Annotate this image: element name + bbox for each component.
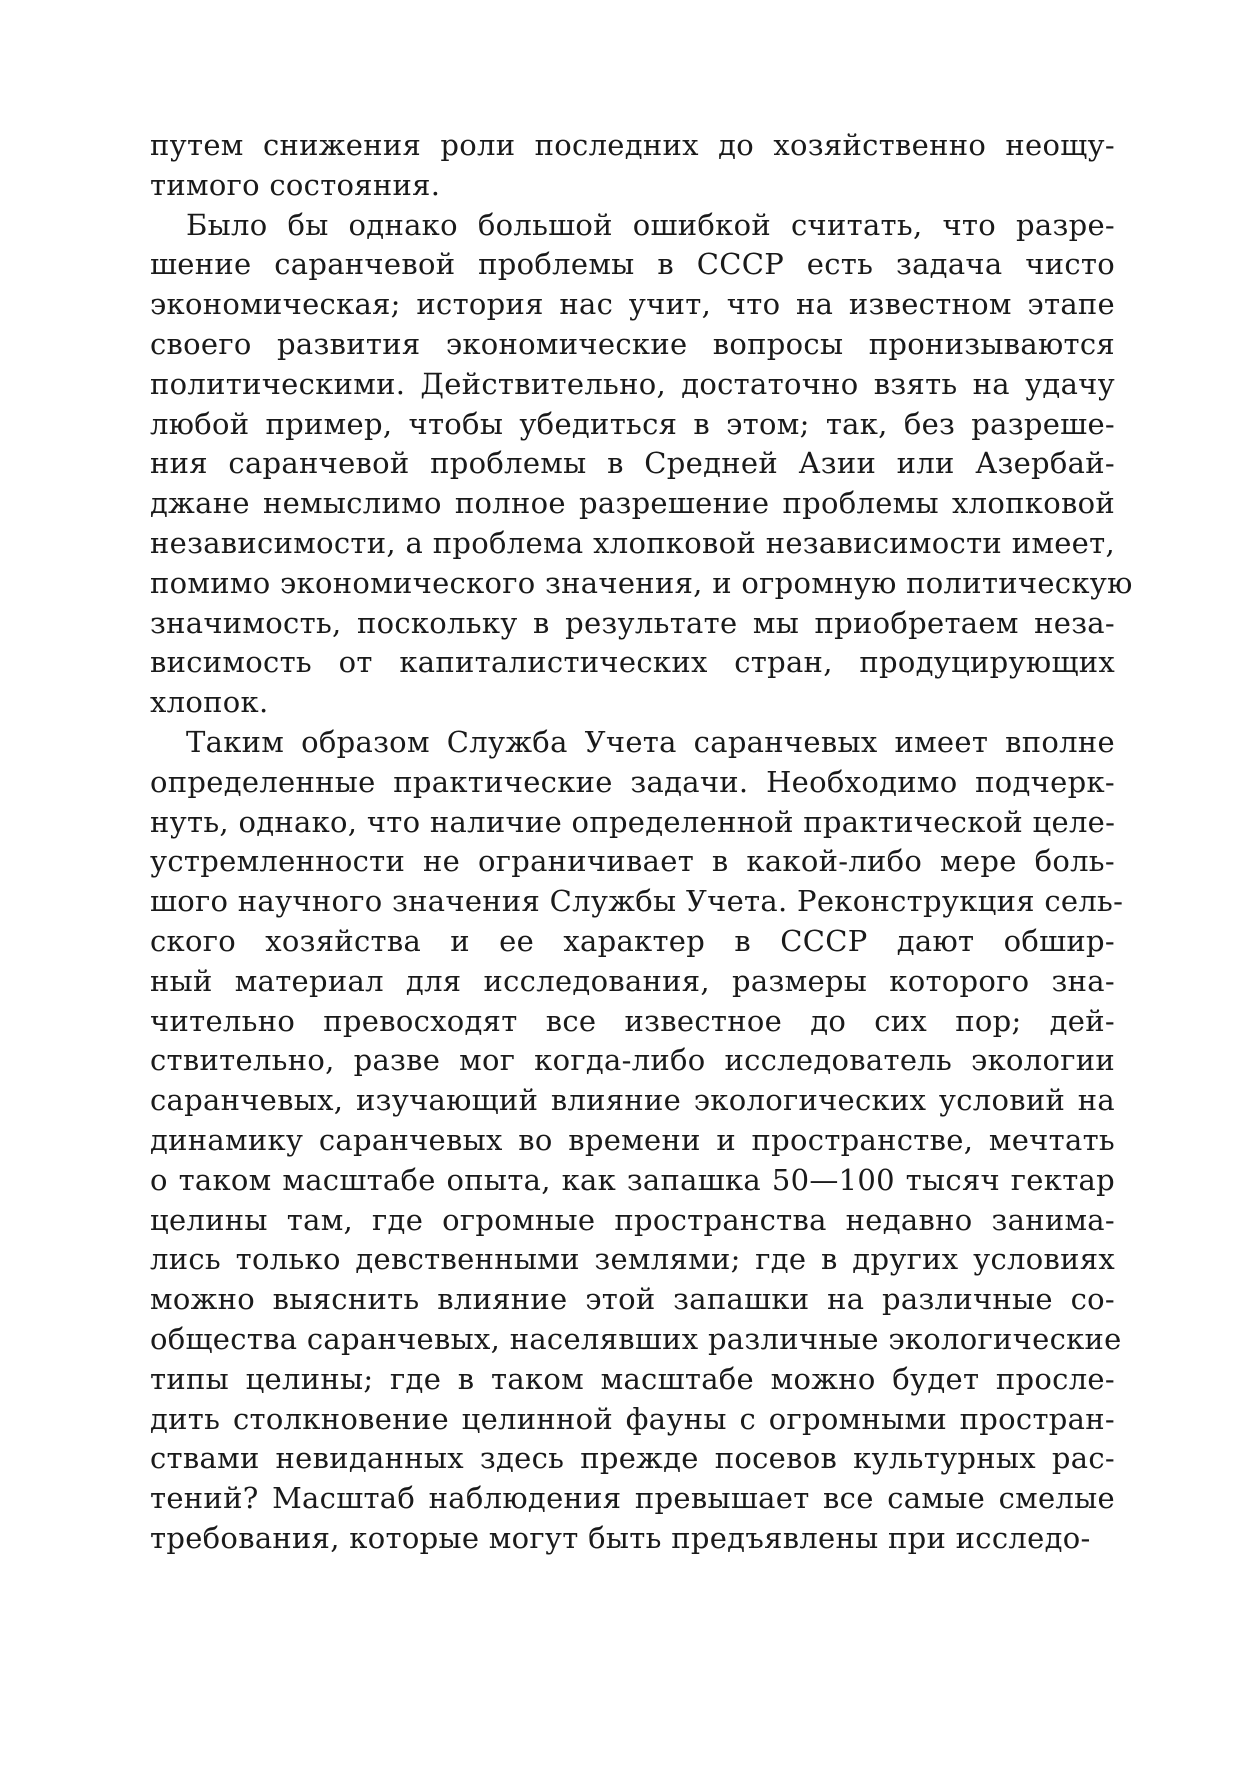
text-line: ствами невиданных здесь прежде посевов культурных рас- <box>150 1441 1115 1476</box>
text-line: тимого состояния. <box>150 167 441 202</box>
text-line: общества саранчевых, населявших различные экологические <box>150 1321 1122 1356</box>
text-line: висимость от капиталистических стран, продуцирующих <box>150 645 1115 680</box>
text-line: помимо экономического значения, и огромную политическую <box>150 565 1133 600</box>
text-line: ный материал для исследования, размеры которого зна- <box>150 963 1115 998</box>
text-line: определенные практические задачи. Необходимо подчерк- <box>150 764 1115 799</box>
text-line: своего развития экономические вопросы пронизываются <box>150 326 1115 361</box>
paragraph <box>150 723 1124 1559</box>
text-line: чительно превосходят все известное до сих пор; дей- <box>150 1003 1115 1038</box>
text-line: устремленности не ограничивает в какой-либо мере боль- <box>150 844 1115 879</box>
text-line: Было бы однако большой ошибкой считать, что разре- <box>186 207 1115 242</box>
text-line: целины там, где огромные пространства недавно занима- <box>150 1202 1115 1237</box>
text-line: любой пример, чтобы убедиться в этом; так, без разреше- <box>150 406 1115 441</box>
text-line: хлопок. <box>150 685 269 720</box>
text-line: дить столкновение целинной фауны с огромными простран- <box>150 1401 1115 1436</box>
body-text <box>150 126 1133 1559</box>
text-line: тений? Масштаб наблюдения превышает все самые смелые <box>150 1481 1115 1516</box>
text-line: можно выяснить влияние этой запашки на различные со- <box>150 1282 1115 1317</box>
text-line: ствительно, разве мог когда-либо исследователь экологии <box>150 1043 1115 1078</box>
text-line: о таком масштабе опыта, как запашка 50—100 тысяч гектар <box>150 1162 1115 1197</box>
text-line: политическими. Действительно, достаточно взять на удачу <box>150 366 1115 401</box>
text-line: требования, которые могут быть предъявлены при исследо- <box>150 1520 1091 1555</box>
paragraph <box>150 206 1133 723</box>
text-line: шение саранчевой проблемы в СССР есть задача чисто <box>150 247 1115 282</box>
text-line: экономическая; история нас учит, что на известном этапе <box>150 287 1115 322</box>
text-line: Таким образом Служба Учета саранчевых имеет вполне <box>186 724 1115 759</box>
text-line: динамику саранчевых во времени и пространстве, мечтать <box>150 1122 1115 1157</box>
paragraph <box>150 126 1115 206</box>
text-line: типы целины; где в таком масштабе можно будет просле- <box>150 1361 1115 1396</box>
text-line: ского хозяйства и ее характер в СССР дают обшир- <box>150 923 1115 958</box>
text-line: шого научного значения Службы Учета. Реконструкция сель- <box>150 884 1124 919</box>
text-line: джане немыслимо полное разрешение проблемы хлопковой <box>150 486 1115 521</box>
text-line: лись только девственными землями; где в других условиях <box>150 1242 1115 1277</box>
text-line: саранчевых, изучающий влияние экологических условий на <box>150 1083 1115 1118</box>
text-line: ния саранчевой проблемы в Средней Азии или Азербай- <box>150 446 1115 481</box>
text-line: независимости, а проблема хлопковой независимости имеет, <box>150 525 1115 560</box>
text-line: нуть, однако, что наличие определенной практической целе- <box>150 804 1116 839</box>
text-line: путем снижения роли последних до хозяйственно неощу- <box>150 128 1115 162</box>
text-line: значимость, поскольку в результате мы приобретаем неза- <box>150 605 1115 640</box>
